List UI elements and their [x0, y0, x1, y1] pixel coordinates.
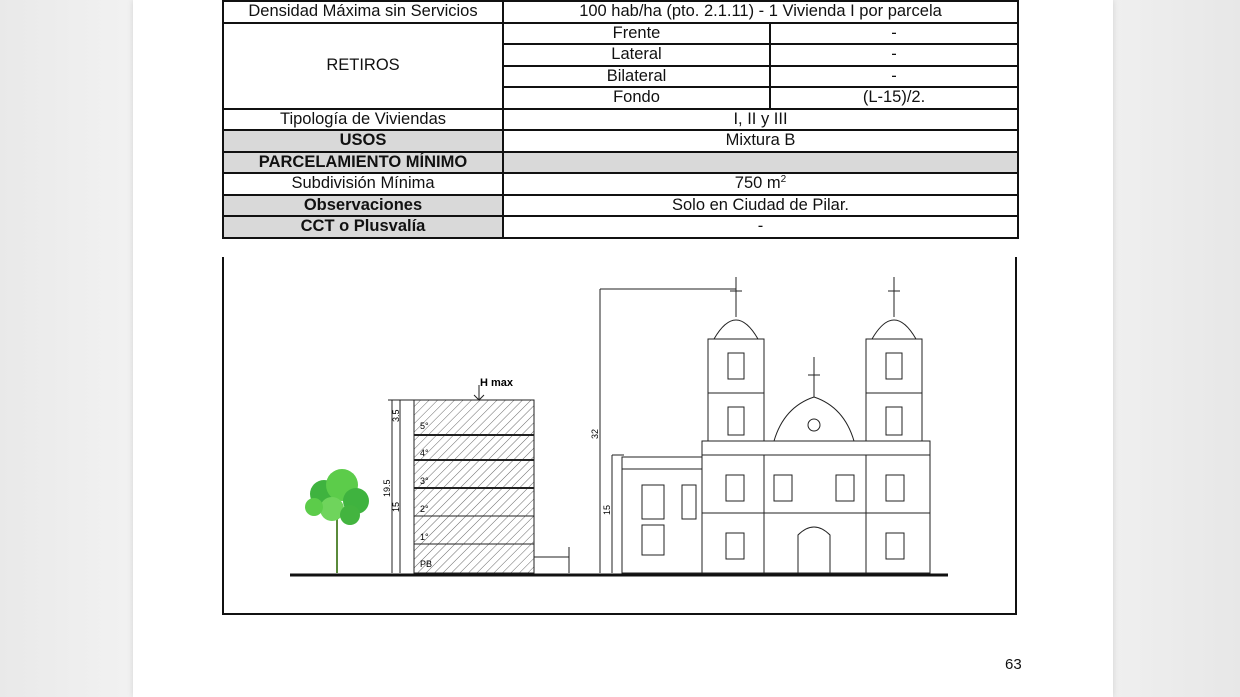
retiro-value: -: [770, 66, 1018, 88]
table-row: [223, 216, 1018, 238]
density-value: 100 hab/ha (pto. 2.1.11) - 1 Vivienda I por parcela: [503, 1, 1018, 23]
table-row: [223, 130, 1018, 152]
observaciones-label: Observaciones: [223, 195, 503, 217]
church-elevation: [600, 277, 930, 573]
tipologia-value: I, II y III: [503, 109, 1018, 131]
density-label: Densidad Máxima sin Servicios: [223, 1, 503, 23]
retiro-name: Frente: [503, 23, 770, 45]
building-section: [388, 385, 569, 573]
table-row: [223, 173, 1018, 195]
dimension-label: 3.5: [391, 409, 401, 422]
retiro-value: -: [770, 44, 1018, 66]
floor-label: 5°: [420, 421, 429, 431]
elevation-drawing: [224, 257, 1019, 615]
retiro-value: (L-15)/2.: [770, 87, 1018, 109]
floor-label: 2°: [420, 504, 429, 514]
observaciones-value: Solo en Ciudad de Pilar.: [503, 195, 1018, 217]
cct-label: CCT o Plusvalía: [223, 216, 503, 238]
table-row: [223, 152, 1018, 174]
subdivision-label: Subdivisión Mínima: [223, 173, 503, 195]
retiros-label: RETIROS: [223, 23, 503, 109]
hmax-label: H max: [480, 377, 514, 389]
tipologia-label: Tipología de Viviendas: [223, 109, 503, 131]
tree-illustration: [305, 469, 369, 573]
dimension-label: 15: [602, 504, 612, 515]
zoning-table: [222, 0, 1019, 239]
floor-label: 3°: [420, 476, 429, 486]
table-row: [223, 109, 1018, 131]
usos-label: USOS: [223, 130, 503, 152]
retiro-value: -: [770, 23, 1018, 45]
floor-label: 1°: [420, 532, 429, 542]
floor-label: 4°: [420, 448, 429, 458]
table-row: [223, 1, 1018, 23]
cct-value: -: [503, 216, 1018, 238]
floor-label: PB: [420, 559, 433, 569]
dimension-label: 19.5: [382, 479, 392, 497]
retiro-name: Bilateral: [503, 66, 770, 88]
dimension-label: 32: [590, 428, 600, 439]
parcelamiento-label: PARCELAMIENTO MÍNIMO: [223, 152, 503, 174]
dimension-label: 15: [391, 501, 401, 512]
parcelamiento-value: [503, 152, 1018, 174]
table-row: [223, 23, 1018, 45]
retiro-name: Lateral: [503, 44, 770, 66]
usos-value: Mixtura B: [503, 130, 1018, 152]
retiro-name: Fondo: [503, 87, 770, 109]
elevation-figure: [222, 257, 1017, 615]
subdivision-unit-exponent: 2: [780, 174, 787, 186]
subdivision-amount: 750 m: [734, 174, 781, 193]
table-row: [223, 195, 1018, 217]
subdivision-value: [503, 173, 1018, 195]
page-number: 63: [1005, 656, 1022, 673]
